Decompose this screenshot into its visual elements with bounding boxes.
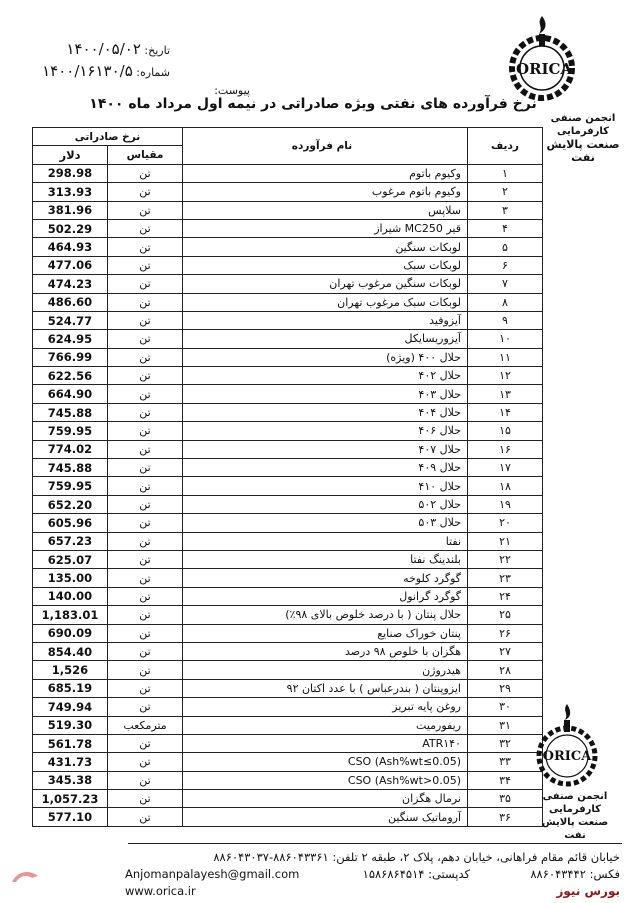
unit-cell: تن xyxy=(108,698,183,716)
watermark-icon xyxy=(10,866,40,886)
table-row xyxy=(33,330,543,348)
price-cell: 749.94 xyxy=(33,698,108,716)
table-row xyxy=(33,790,543,808)
unit-cell: تن xyxy=(108,808,183,826)
price-cell: 664.90 xyxy=(33,385,108,403)
row-number-cell: ۱۵ xyxy=(468,422,543,440)
product-name-cell: حلال ۴۰۲ xyxy=(183,367,468,385)
unit-cell: تن xyxy=(108,661,183,679)
product-name-cell: گوگرد گرانول xyxy=(183,587,468,605)
unit-cell: تن xyxy=(108,606,183,624)
table-row xyxy=(33,587,543,605)
row-number-cell: ۱۳ xyxy=(468,385,543,403)
price-cell: 313.93 xyxy=(33,183,108,201)
price-cell: 1,183.01 xyxy=(33,606,108,624)
table-row xyxy=(33,348,543,366)
unit-cell: تن xyxy=(108,569,183,587)
row-number-cell: ۱۰ xyxy=(468,330,543,348)
unit-cell: تن xyxy=(108,348,183,366)
footer-email: Anjomanpalayesh@gmail.com xyxy=(125,867,300,881)
table-row xyxy=(33,275,543,293)
org-name-bottom xyxy=(530,790,620,842)
price-cell: 766.99 xyxy=(33,348,108,366)
unit-cell: مترمکعب xyxy=(108,716,183,734)
table-row xyxy=(33,514,543,532)
product-name-cell: سلاپس xyxy=(183,201,468,219)
product-name-cell: لوبکات سبک مرغوب تهران xyxy=(183,293,468,311)
product-name-cell: حلال ۴۰۶ xyxy=(183,422,468,440)
price-cell: 622.56 xyxy=(33,367,108,385)
table-row xyxy=(33,661,543,679)
row-number-cell: ۲۹ xyxy=(468,679,543,697)
unit-cell: تن xyxy=(108,550,183,568)
row-number-cell: ۲۳ xyxy=(468,569,543,587)
row-number-cell: ۳۳ xyxy=(468,753,543,771)
number-row xyxy=(10,62,170,80)
logo-bottom-text: ORICA xyxy=(542,749,592,764)
price-cell: 690.09 xyxy=(33,624,108,642)
price-cell: 431.73 xyxy=(33,753,108,771)
footer-address: خیابان قائم مقام فراهانی، خیابان دهم، پلاک ۲، طبقه ۲ تلفن: ۸۸۶۰۴۳۳۶۱-۸۸۶۰۴۳۰۳۷ xyxy=(213,850,620,864)
table-row xyxy=(33,753,543,771)
table-row xyxy=(33,183,543,201)
price-cell: 140.00 xyxy=(33,587,108,605)
unit-cell: تن xyxy=(108,587,183,605)
table-row xyxy=(33,642,543,660)
product-name-cell: لوبکات سبک xyxy=(183,256,468,274)
product-name-cell: لوبکات سنگین xyxy=(183,238,468,256)
row-number-cell: ۲۶ xyxy=(468,624,543,642)
row-number-cell: ۲۴ xyxy=(468,587,543,605)
row-number-cell: ۳ xyxy=(468,201,543,219)
table-body xyxy=(33,164,543,826)
row-number-cell: ۳۴ xyxy=(468,771,543,789)
unit-cell: تن xyxy=(108,201,183,219)
table-row xyxy=(33,495,543,513)
header-dollar: دلار xyxy=(33,146,108,164)
product-name-cell: ATR۱۴۰ xyxy=(183,734,468,752)
row-number-cell: ۱۴ xyxy=(468,403,543,421)
price-cell: 745.88 xyxy=(33,459,108,477)
product-name-cell: ریفورمیت xyxy=(183,716,468,734)
table-row xyxy=(33,201,543,219)
price-cell: 474.23 xyxy=(33,275,108,293)
row-number-cell: ۳۰ xyxy=(468,698,543,716)
product-name-cell: روغن پایه تبریز xyxy=(183,698,468,716)
row-number-cell: ۳۵ xyxy=(468,790,543,808)
price-cell: 381.96 xyxy=(33,201,108,219)
table-row xyxy=(33,367,543,385)
row-number-cell: ۱۹ xyxy=(468,495,543,513)
table-row xyxy=(33,238,543,256)
unit-cell: تن xyxy=(108,367,183,385)
table-row xyxy=(33,403,543,421)
brand-watermark: بورس نیوز xyxy=(556,884,620,898)
unit-cell: تن xyxy=(108,183,183,201)
header-row-number: ردیف xyxy=(468,128,543,165)
price-cell: 759.95 xyxy=(33,477,108,495)
price-cell: 519.30 xyxy=(33,716,108,734)
date-label: تاریخ: xyxy=(144,44,170,57)
price-cell: 345.38 xyxy=(33,771,108,789)
header-unit: مقیاس xyxy=(108,146,183,164)
table-row xyxy=(33,550,543,568)
product-name-cell: CSO (Ash%wt>0.05) xyxy=(183,771,468,789)
org-line1: انجمن صنفی کارفرمایی xyxy=(550,113,616,137)
table-row xyxy=(33,422,543,440)
product-name-cell: حلال ۴۰۹ xyxy=(183,459,468,477)
table-row xyxy=(33,606,543,624)
table-row xyxy=(33,164,543,182)
unit-cell: تن xyxy=(108,459,183,477)
unit-cell: تن xyxy=(108,164,183,182)
unit-cell: تن xyxy=(108,514,183,532)
product-name-cell: حلال ۴۱۰ xyxy=(183,477,468,495)
product-name-cell: وکیوم باتوم مرغوب xyxy=(183,183,468,201)
orica-logo xyxy=(506,10,578,110)
orica-logo-bottom-icon xyxy=(532,700,602,790)
table-row xyxy=(33,256,543,274)
table-row xyxy=(33,698,543,716)
table-row xyxy=(33,808,543,826)
row-number-cell: ۱۷ xyxy=(468,459,543,477)
price-cell: 759.95 xyxy=(33,422,108,440)
product-name-cell: قیر MC250 شیراز xyxy=(183,219,468,237)
price-cell: 561.78 xyxy=(33,734,108,752)
table-row xyxy=(33,311,543,329)
price-cell: 477.06 xyxy=(33,256,108,274)
orica-logo-icon xyxy=(506,10,578,102)
table-row xyxy=(33,771,543,789)
table-row xyxy=(33,569,543,587)
orica-logo-bottom xyxy=(532,700,602,790)
row-number-cell: ۳۶ xyxy=(468,808,543,826)
row-number-cell: ۱۸ xyxy=(468,477,543,495)
unit-cell: تن xyxy=(108,477,183,495)
date-value: ۱۴۰۰/۰۵/۰۲ xyxy=(66,40,141,58)
product-name-cell: حلال پنتان ( با درصد خلوص بالای ۹۸٪) xyxy=(183,606,468,624)
row-number-cell: ۱۱ xyxy=(468,348,543,366)
price-cell: 1,526 xyxy=(33,661,108,679)
header-export-rate: نرخ صادراتی xyxy=(33,128,183,146)
product-name-cell: هیدروژن xyxy=(183,661,468,679)
price-cell: 854.40 xyxy=(33,642,108,660)
product-name-cell: آیزوفید xyxy=(183,311,468,329)
price-cell: 577.10 xyxy=(33,808,108,826)
footer-fax: فکس: ۸۸۶۰۴۳۴۴۲ xyxy=(530,867,620,881)
unit-cell: تن xyxy=(108,790,183,808)
table-row xyxy=(33,734,543,752)
price-cell: 774.02 xyxy=(33,440,108,458)
unit-cell: تن xyxy=(108,238,183,256)
price-cell: 298.98 xyxy=(33,164,108,182)
product-name-cell: حلال ۴۰۰ (ویژه) xyxy=(183,348,468,366)
table-row xyxy=(33,679,543,697)
unit-cell: تن xyxy=(108,275,183,293)
price-cell: 685.19 xyxy=(33,679,108,697)
unit-cell: تن xyxy=(108,311,183,329)
table-row xyxy=(33,532,543,550)
number-value: ۱۴۰۰/۱۶۱۳۰/۵ xyxy=(42,62,133,80)
product-name-cell: حلال ۵۰۳ xyxy=(183,514,468,532)
product-name-cell: حلال ۴۰۳ xyxy=(183,385,468,403)
table-row xyxy=(33,219,543,237)
price-cell: 652.20 xyxy=(33,495,108,513)
row-number-cell: ۶ xyxy=(468,256,543,274)
table-row xyxy=(33,385,543,403)
product-name-cell: بلندینگ نفتا xyxy=(183,550,468,568)
row-number-cell: ۲۲ xyxy=(468,550,543,568)
product-name-cell: هگزان با خلوص ۹۸ درصد xyxy=(183,642,468,660)
row-number-cell: ۱۶ xyxy=(468,440,543,458)
unit-cell: تن xyxy=(108,403,183,421)
price-cell: 524.77 xyxy=(33,311,108,329)
table-row xyxy=(33,716,543,734)
product-name-cell: CSO (Ash%wt≤0.05) xyxy=(183,753,468,771)
table-row xyxy=(33,440,543,458)
unit-cell: تن xyxy=(108,219,183,237)
unit-cell: تن xyxy=(108,422,183,440)
price-cell: 135.00 xyxy=(33,569,108,587)
price-cell: 745.88 xyxy=(33,403,108,421)
row-number-cell: ۴ xyxy=(468,219,543,237)
price-cell: 1,057.23 xyxy=(33,790,108,808)
product-name-cell: نرمال هگزان xyxy=(183,790,468,808)
price-cell: 624.95 xyxy=(33,330,108,348)
row-number-cell: ۷ xyxy=(468,275,543,293)
table-row xyxy=(33,624,543,642)
header-row-1 xyxy=(33,128,543,146)
table-row xyxy=(33,477,543,495)
product-name-cell: گوگرد کلوخه xyxy=(183,569,468,587)
logo-text: ORICA xyxy=(516,60,573,78)
product-name-cell: پنتان خوراک صنایع xyxy=(183,624,468,642)
unit-cell: تن xyxy=(108,330,183,348)
price-cell: 464.93 xyxy=(33,238,108,256)
price-cell: 502.29 xyxy=(33,219,108,237)
row-number-cell: ۲ xyxy=(468,183,543,201)
header-product: نام فرآورده xyxy=(183,128,468,165)
unit-cell: تن xyxy=(108,642,183,660)
number-label: شماره: xyxy=(136,66,170,79)
row-number-cell: ۲۰ xyxy=(468,514,543,532)
row-number-cell: ۸ xyxy=(468,293,543,311)
org-bottom-line2: صنعت پالایش نفت xyxy=(541,817,609,841)
row-number-cell: ۱ xyxy=(468,164,543,182)
date-row xyxy=(60,40,170,58)
unit-cell: تن xyxy=(108,495,183,513)
product-name-cell: وکیوم باتوم xyxy=(183,164,468,182)
footer-website: www.orica.ir xyxy=(125,884,196,898)
product-name-cell: نفتا xyxy=(183,532,468,550)
unit-cell: تن xyxy=(108,293,183,311)
product-name-cell: حلال ۴۰۴ xyxy=(183,403,468,421)
product-name-cell: حلال ۴۰۷ xyxy=(183,440,468,458)
price-cell: 625.07 xyxy=(33,550,108,568)
attachment-label: پیوست: xyxy=(214,84,250,97)
row-number-cell: ۳۲ xyxy=(468,734,543,752)
product-name-cell: حلال ۵۰۲ xyxy=(183,495,468,513)
unit-cell: تن xyxy=(108,256,183,274)
unit-cell: تن xyxy=(108,753,183,771)
unit-cell: تن xyxy=(108,385,183,403)
footer-divider xyxy=(128,843,622,844)
product-name-cell: آروماتیک سنگین xyxy=(183,808,468,826)
product-name-cell: آیزوریسایکل xyxy=(183,330,468,348)
unit-cell: تن xyxy=(108,440,183,458)
unit-cell: تن xyxy=(108,734,183,752)
unit-cell: تن xyxy=(108,624,183,642)
unit-cell: تن xyxy=(108,532,183,550)
row-number-cell: ۲۷ xyxy=(468,642,543,660)
product-name-cell: ایزوپنتان ( بندرعباس ) با عدد اکتان ۹۲ xyxy=(183,679,468,697)
unit-cell: تن xyxy=(108,771,183,789)
row-number-cell: ۵ xyxy=(468,238,543,256)
page-title: نرخ فرآورده های نفتی ویژه صادراتی در نیمه اول مرداد ماه ۱۴۰۰ xyxy=(89,96,537,112)
unit-cell: تن xyxy=(108,679,183,697)
product-name-cell: لوبکات سنگین مرغوب تهران xyxy=(183,275,468,293)
price-table xyxy=(32,127,543,827)
row-number-cell: ۲۵ xyxy=(468,606,543,624)
price-cell: 486.60 xyxy=(33,293,108,311)
org-name-top xyxy=(540,112,626,164)
table-row xyxy=(33,293,543,311)
price-cell: 605.96 xyxy=(33,514,108,532)
row-number-cell: ۲۱ xyxy=(468,532,543,550)
footer-postal: کدپستی: ۱۵۸۶۸۶۴۵۱۴ xyxy=(362,867,470,881)
row-number-cell: ۹ xyxy=(468,311,543,329)
org-bottom-line1: انجمن صنفی کارفرمایی xyxy=(542,791,608,815)
table-row xyxy=(33,459,543,477)
price-cell: 657.23 xyxy=(33,532,108,550)
row-number-cell: ۱۲ xyxy=(468,367,543,385)
row-number-cell: ۲۸ xyxy=(468,661,543,679)
row-number-cell: ۳۱ xyxy=(468,716,543,734)
org-line2: صنعت پالایش نفت xyxy=(546,138,620,164)
